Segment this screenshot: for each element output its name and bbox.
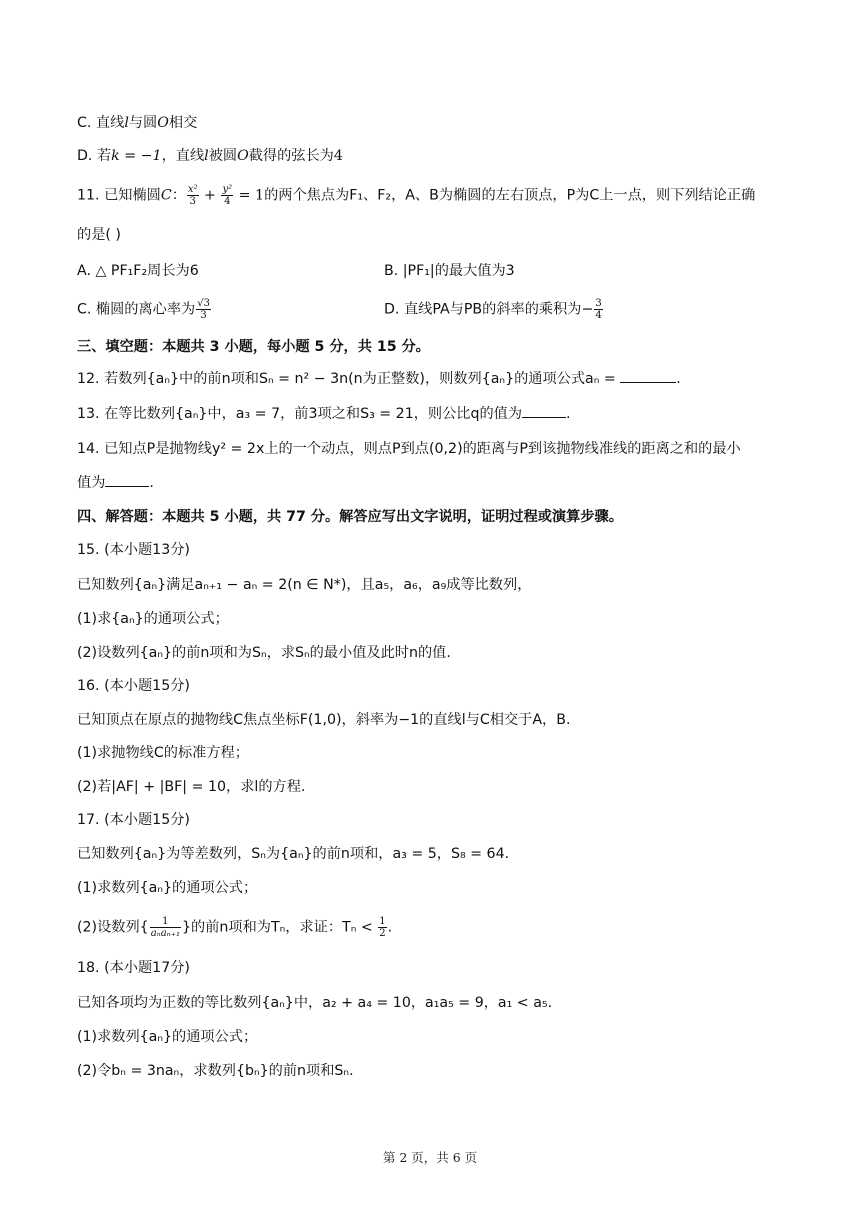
q13-answer-blank: [522, 405, 566, 418]
q11-x-fraction: [187, 184, 199, 207]
q11-stem-line1: [77, 184, 755, 207]
q10-d-mid: ，直线: [161, 148, 205, 164]
page-footer: 第 2 页，共 6 页: [382, 1150, 478, 1165]
q10-option-c: [77, 114, 197, 132]
q11-d-num: 3: [595, 298, 602, 309]
q10-c-suffix: 相交: [168, 115, 198, 131]
q11-d-den: 4: [595, 310, 602, 321]
q11-y-den: 4: [224, 196, 231, 207]
q18-heading: 18. (本小题17分): [77, 960, 190, 976]
q11-c-prefix: C. 椭圆的离心率为: [77, 301, 196, 318]
q17-part2-mid: }的前n项和为Tₙ，求证：Tₙ <: [182, 919, 378, 936]
q11-c-num: √3: [197, 298, 210, 309]
q10-d-mid2: 被圆: [208, 148, 238, 164]
q11-eq: = 1: [234, 187, 265, 204]
q11-y-fraction: [221, 184, 233, 207]
q10-c-prefix: C. 直线: [77, 115, 125, 131]
q11-x-num: x²: [187, 184, 198, 195]
q16-heading: 16. (本小题15分): [77, 678, 190, 694]
q17-part2-end: .: [387, 919, 393, 936]
q13: [77, 405, 571, 423]
q11-text: 的两个焦点为F₁、F₂，A、B为椭圆的左右顶点，P为C上一点，则下列结论正确: [264, 187, 756, 204]
q11-y-num: y²: [222, 184, 233, 195]
q17-stem: 已知数列{aₙ}为等差数列，Sₙ为{aₙ}的前n项和，a₃ = 5，S₈ = 64.: [77, 846, 510, 862]
q16-stem: 已知顶点在原点的抛物线C焦点坐标F(1,0)，斜率为−1的直线l与C相交于A，B.: [77, 712, 571, 728]
q10-option-d: [77, 147, 343, 165]
q17-frac-num: 1: [150, 916, 181, 928]
q11-option-c: [77, 298, 212, 321]
q17-part2-prefix: (2)设数列{: [77, 919, 149, 936]
q14-line2: [77, 474, 154, 492]
q14-answer-blank: [105, 474, 149, 487]
q17-frac-den: aₙaₙ₊₁: [150, 928, 181, 939]
q18-part1: (1)求数列{aₙ}的通项公式；: [77, 1029, 258, 1045]
q14-line1: 14. 已知点P是抛物线y² = 2x上的一个动点，则点P到点(0,2)的距离与P到该抛物线准线的距离之和的最小: [77, 441, 741, 457]
q10-c-circle-o: O: [157, 115, 169, 131]
q10-c-mid: 与圆: [128, 115, 158, 131]
q16-part1: (1)求抛物线C的标准方程；: [77, 745, 249, 761]
section-4-heading: 四、解答题：本题共 5 小题，共 77 分。解答应写出文字说明，证明过程或演算步骤。: [77, 509, 623, 525]
q17-part1: (1)求数列{aₙ}的通项公式；: [77, 880, 258, 896]
q11-colon: ：: [171, 187, 186, 204]
q17-reciprocal-fraction: [150, 916, 181, 939]
q15-part1: (1)求{aₙ}的通项公式；: [77, 611, 229, 627]
q10-d-value: 4: [333, 148, 343, 164]
q11-stem-line2: 的是( ): [77, 227, 121, 243]
q17-half-den: 2: [379, 928, 386, 939]
q11-d-prefix: D. 直线PA与PB的斜率的乘积为−: [384, 301, 594, 318]
q14-line2-text: 值为: [77, 475, 106, 491]
q18-stem: 已知各项均为正数的等比数列{aₙ}中，a₂ + a₄ = 10，a₁a₅ = 9，a₁ < a₅.: [77, 995, 553, 1011]
q11-c-den: 3: [200, 310, 207, 321]
q10-c-line-l: l: [124, 115, 129, 131]
q11-option-a: A. △ PF₁F₂周长为6: [77, 263, 199, 279]
q15-heading: 15. (本小题13分): [77, 542, 190, 558]
q11-x-den: 3: [189, 196, 196, 207]
q11-prefix: 11. 已知椭圆: [77, 187, 161, 204]
q15-part2: (2)设数列{aₙ}的前n项和为Sₙ，求Sₙ的最小值及此时n的值.: [77, 645, 451, 661]
q18-part2: (2)令bₙ = 3naₙ，求数列{bₙ}的前n项和Sₙ.: [77, 1063, 354, 1079]
q16-part2: (2)若|AF| + |BF| = 10，求l的方程.: [77, 779, 306, 795]
q12: [77, 370, 681, 388]
q11-d-fraction: [594, 298, 602, 321]
q13-end: .: [566, 406, 571, 422]
q17-part2: [77, 916, 392, 939]
q17-heading: 17. (本小题15分): [77, 812, 190, 828]
q11-option-d: [384, 298, 604, 321]
q11-c-fraction: [196, 298, 211, 321]
q17-half-num: 1: [379, 916, 386, 927]
q11-option-b: B. |PF₁|的最大值为3: [384, 263, 515, 279]
q10-d-mid3: 截得的弦长为: [248, 148, 334, 164]
q17-half-fraction: [378, 916, 386, 939]
q10-d-circle-o: O: [237, 148, 249, 164]
q10-d-prefix: D. 若: [77, 148, 112, 164]
q11-plus: +: [199, 187, 221, 204]
q15-stem: 已知数列{aₙ}满足aₙ₊₁ − aₙ = 2(n ∈ N*)，且a₅，a₆，a₉成等比数列，: [77, 577, 532, 593]
q10-d-line-l: l: [204, 148, 209, 164]
q12-text: 12. 若数列{aₙ}中的前n项和Sₙ = n² − 3n(n为正整数)，则数列{aₙ}的通项公式aₙ =: [77, 371, 621, 387]
section-3-heading: 三、填空题：本题共 3 小题，每小题 5 分，共 15 分。: [77, 339, 430, 355]
q11-ellipse-c: C: [160, 187, 172, 204]
q12-answer-blank: [620, 370, 676, 383]
q12-end: .: [676, 371, 681, 387]
q14-end: .: [149, 475, 154, 491]
q13-text: 13. 在等比数列{aₙ}中，a₃ = 7，前3项之和S₃ = 21，则公比q的值为: [77, 406, 523, 422]
q10-d-math: k = −1: [111, 148, 162, 164]
